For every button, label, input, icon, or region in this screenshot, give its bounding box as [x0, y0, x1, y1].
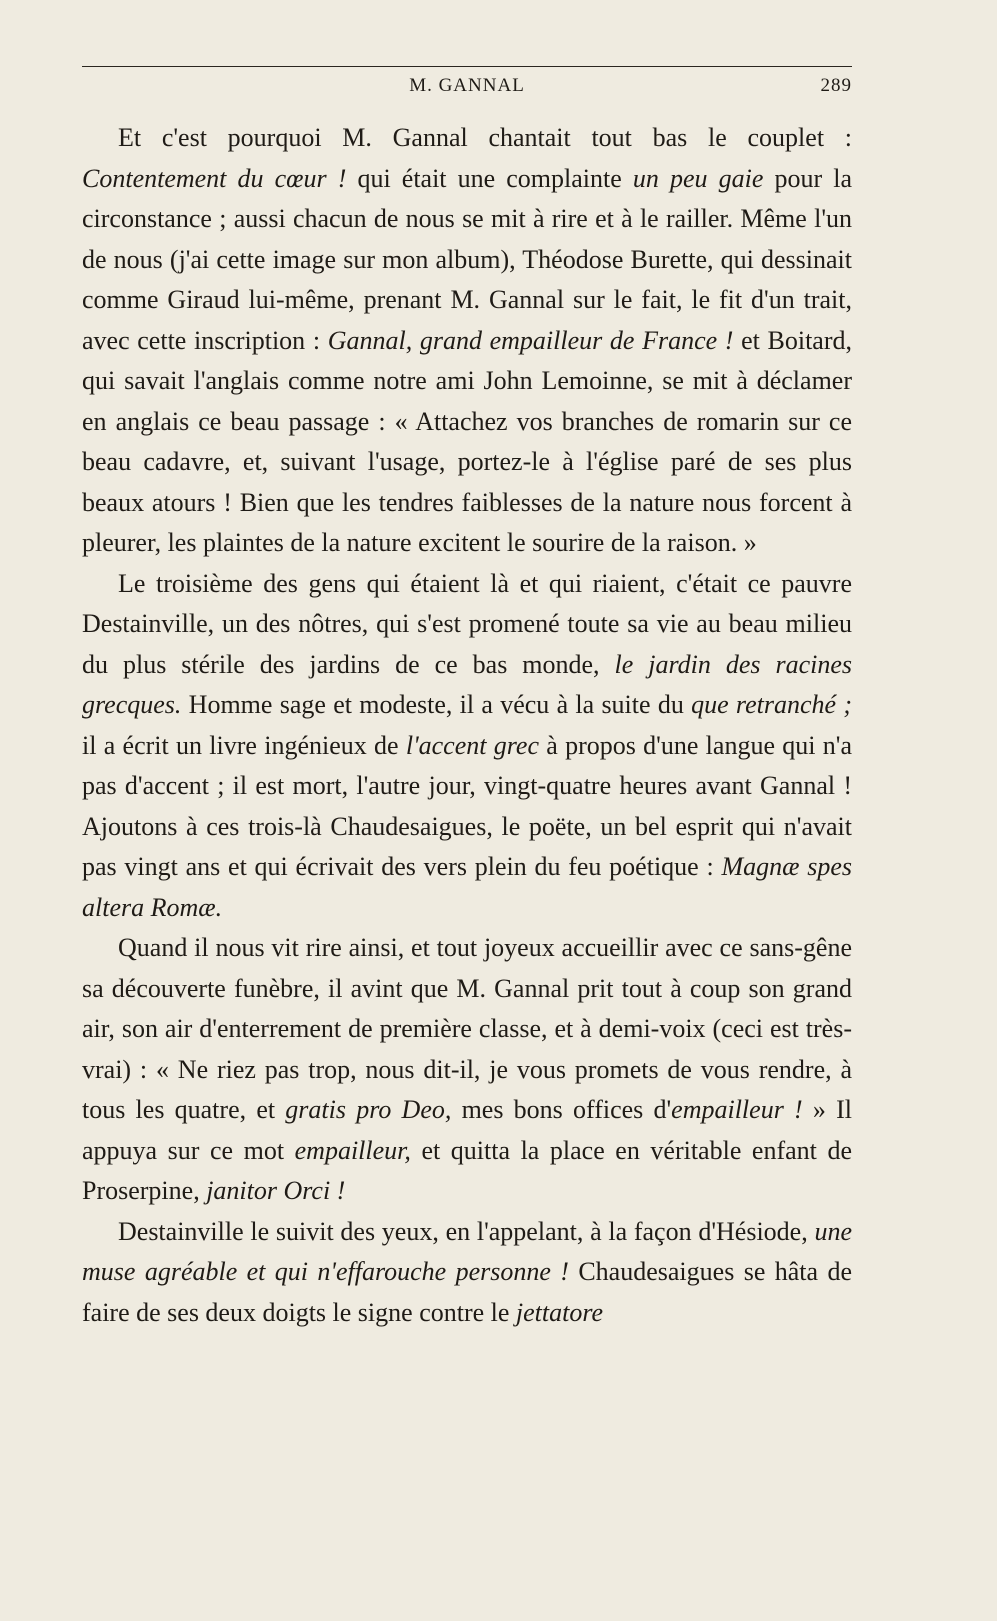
text-run: Le troisième des gens qui étaient là et qui riaient, c'était ce pauvre Destainville, un des nôtres, qui s'est promené toute sa vie au beau milieu du plus stérile des jardins de ce bas monde, [82, 568, 852, 679]
text-run: Destainville le suivit des yeux, en l'appelant, à la façon d'Hésiode, [118, 1216, 815, 1246]
page-number: 289 [820, 75, 852, 96]
text-run: pour la circonstance ; aussi chacun de nous se mit à rire et à le railler. Même l'un de nous (j'ai cette image sur mon album), Théodose Burette, qui dessinait comme Giraud lui-même, prenant M. Gannal sur le fait, le fit d'un trait, avec cette inscription : [82, 163, 852, 355]
italic-text-run: janitor Orci ! [206, 1176, 346, 1205]
text-run: qui était une complainte [346, 163, 633, 193]
italic-text-run: un peu gaie [632, 163, 764, 193]
italic-text-run: le jardin des racines grecques. [82, 649, 852, 719]
page-header [82, 75, 852, 99]
italic-text-run: une muse agréable et qui n'effarouche personne ! [82, 1216, 852, 1286]
italic-text-run: Gannal, grand empailleur de France ! [327, 325, 734, 355]
italic-text-run: l'accent grec [405, 730, 540, 760]
italic-text-run: empailleur, [294, 1135, 411, 1165]
paragraph [82, 928, 852, 1212]
text-run: Chaudesaigues se hâta de faire de ses deux doigts le signe contre le [82, 1257, 852, 1327]
text-run: à propos d'une langue qui n'a pas d'accent ; il est mort, l'autre jour, vingt-quatre heures avant Gannal ! Ajoutons à ces trois-là Chaudesaigues, le poëte, un bel esprit qui n'avait pas vingt ans et qui écrivait des vers plein du feu poétique : [82, 730, 852, 881]
italic-text-run: jettatore [515, 1297, 604, 1327]
text-run: et quitta la place en véritable enfant de Proserpine, [82, 1135, 852, 1205]
italic-text-run: empailleur ! [671, 1095, 803, 1124]
text-run: et Boitard, qui savait l'anglais comme notre ami John Lemoinne, se mit à déclamer en anglais ce beau passage : « Attachez vos branches de romarin sur ce beau cadavre, et, suivant l'usage, portez-le à l'église paré de ses plus beaux atours ! Bien que les tendres faiblesses de la nature nous forcent à pleurer, les plaintes de la nature excitent le sourire de la raison. » [82, 325, 853, 557]
text-run: Quand il nous vit rire ainsi, et tout joyeux accueillir avec ce sans-gêne sa découverte funèbre, il avint que M. Gannal prit tout à coup son grand air, son air d'enterrement de première classe, et à demi-voix (ceci est très-vrai) : « Ne riez pas trop, nous dit-il, je vous promets de vous rendre, à tous les quatre, et [82, 933, 852, 1124]
text-run: mes bons offices d' [451, 1095, 672, 1124]
italic-text-run: que retranché ; [691, 690, 852, 719]
text-run: il a écrit un livre ingénieux de [82, 730, 406, 760]
text-run: » Il appuya sur ce mot [82, 1095, 852, 1165]
italic-text-run: gratis pro Deo, [285, 1095, 452, 1124]
running-title: M. GANNAL [409, 75, 525, 96]
italic-text-run: Magnæ spes altera Romæ. [82, 852, 852, 922]
italic-text-run: Contentement du cœur ! [82, 163, 347, 193]
text-run: Homme sage et modeste, il a vécu à la suite du [181, 690, 692, 719]
header-rule [82, 66, 852, 67]
paragraph [82, 564, 852, 929]
paragraph [82, 118, 852, 564]
paragraph [82, 1212, 852, 1334]
body-text [82, 118, 852, 1333]
text-run: Et c'est pourquoi M. Gannal chantait tout bas le couplet : [118, 123, 852, 152]
